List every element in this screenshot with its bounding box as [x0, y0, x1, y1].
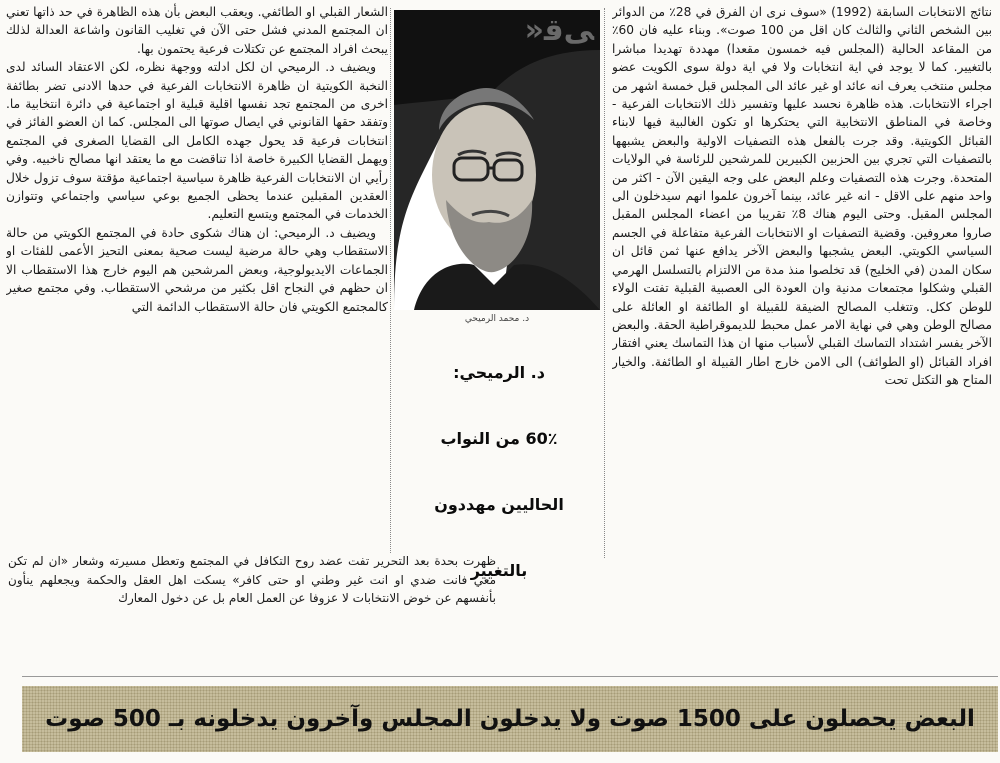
portrait-photo: [394, 10, 600, 310]
column-divider: [390, 8, 391, 553]
article-column-left: [6, 3, 388, 553]
article-paragraph: الشعار القبلي او الطائفي. ويعقب البعض بأن هذه الظاهرة في حد ذاتها تعني ان المجتمع المدني فشل حتى الآن في تغليب القانون واشاعة العدالة لذلك يبحث افراد المجتمع عن تكتلات فرعية يحتمون بها.: [6, 5, 388, 56]
headline-line-1: د. الرميحي:: [453, 363, 545, 382]
portrait-illustration: [394, 10, 600, 310]
article-bottom-block: [8, 552, 496, 642]
banner-text: البعض يحصلون على 1500 صوت ولا يدخلون المجلس وآخرون يدخلونه بـ 500 صوت: [45, 706, 975, 732]
banner-rule: [22, 676, 998, 677]
photo-caption: د. محمد الرميحي: [464, 314, 530, 324]
article-paragraph: نتائج الانتخابات السابقة (1992) «سوف نرى ان الفرق في 28٪ من الدوائر بين الشخص الثاني والثالث كان اقل من 100 صوت». وبناء عليه فان 60٪ من المقاعد الحالية (المجلس فيه خمسون مقعدا) مهددة تهديدا مباشرا بالتغيير. كما لا يوجد في اية انتخابات ولا في اية دولة سوى الكويت عضو مجلس منتخب يعرف انه عائد او غير عائد الى المجلس قبل خمسة اشهر من اجراء الانتخابات. هذه ظاهرة نحسد عليها وتفسير ذلك الانتخابات الفرعية - وخاصة في المناطق الانتخابية التي يحتكرها او تكون الغالبية فيها لابناء القبائل الكويتية. وقد جرت بالفعل هذه التصفيات الاولية والبعض يشبهها بالتصفيات التي تجري بين الحزبين الكبيرين للمرشحين للرئاسة في الولايات المتحدة. وجرت هذه التصفيات وعلم البعض على وجه اليقين الآن - اكثر من واحد منهم على الاقل - انه غير عائد، بينما آخرون علموا انهم سيدخلون الى المجلس المقبل. وحتى اليوم هناك 8٪ تقريبا من اعضاء المجلس المقبل صاروا معروفين. وقضية التصفيات او الانتخابات الفرعية متفاعلة في الجسم السياسي الكويتي. البعض يشجبها والبعض الآخر يدافع عنها ثمن قائل ان سكان المدن (في الخليج) قد تخلصوا منذ مدة من الالتزام بالتسلسل الهرمي القبلي وشكلوا مجتمعات مدنية وان العودة الى العصبية القبلية تفتت الولاء للوطن ككل. وتتغلب المصالح الضيقة للقبيلة او الطائفة او العائلة على مصالح الوطن وهي في نهاية الامر عمل محبط للديموقراطية الحقة. والبعض الآخر يفسر اشتداد التماسك القبلي لأسباب منها ان هذا التماسك يعني افتقار افراد القبائل (او الطوائف) الى الامن خارج اطار القبيلة او الطائفة. والخيار المتاح هو التكتل تحت: [612, 5, 992, 388]
article-paragraph: ويضيف د. الرميحي: ان هناك شكوى حادة في المجتمع الكويتي من حالة الاستقطاب وهي حالة مرضية ليست صحية بمعنى التحيز الأعمى للفئات او الجماعات الايديولوجية، وبعض المرشحين هم اليوم خارج هذا الاستقطاب الا ان حظهم في النجاح اقل بكثير من مرشحي الاستقطاب. وفي مجتمع صغير كالمجتمع الكويتي فان حالة الاستقطاب الدائمة التي: [6, 225, 388, 314]
article-column-right: [612, 3, 992, 623]
column-divider: [604, 8, 605, 558]
headline-line-2: 60٪ من النواب: [440, 429, 558, 448]
headline-line-3: الحاليين مهددون: [434, 495, 564, 514]
article-paragraph: ويضيف د. الرميحي ان لكل ادلته ووجهة نظره، لكن الاعتقاد السائد لدى النخبة الكويتية ان ظاهرة الانتخابات الفرعية في حدها الادنى تضر بطائفة اخرى من المجتمع تجد نفسها اقلية قبلية او اجتماعية في دائرة انتخابية ما. وتفقد حقها القانوني في ايصال صوتها الى المجلس. كما ان العضو الفائز في انتخابات فرعية قد يحول جهده الكامل الى القضايا الصغرى في المجتمع ويهمل القضايا الكبيرة خاصة اذا تناقضت مع ما يعتقد انها مصالح ناخبيه. وفي رأيي ان الانتخابات الفرعية ظاهرة سياسية اجتماعية مؤقتة سوف تزول خلال العقدين المقبلين عندما يحظى الجميع بوعي سياسي واجتماعي وتتوازن الخدمات في المجتمع ويتسع التعليم.: [6, 60, 388, 222]
subheadline-banner: [22, 686, 998, 752]
article-paragraph: ظهرت بحدة بعد التحرير تفت عضد روح التكافل في المجتمع وتعطل مسيرته وشعار «ان لم تكن معي فانت ضدي او انت غير وطني او حتى كافر» يسكت اهل العقل والحكمة ويجعلهم ينأون بأنفسهم عن خوض الانتخابات لا عزوفا عن العمل العام بل عن دخول المعارك: [8, 554, 496, 605]
svg-text:»ﻰﻗ: »ﻰﻗ: [524, 13, 594, 48]
headline-line-4: بالتغيير: [470, 561, 528, 580]
